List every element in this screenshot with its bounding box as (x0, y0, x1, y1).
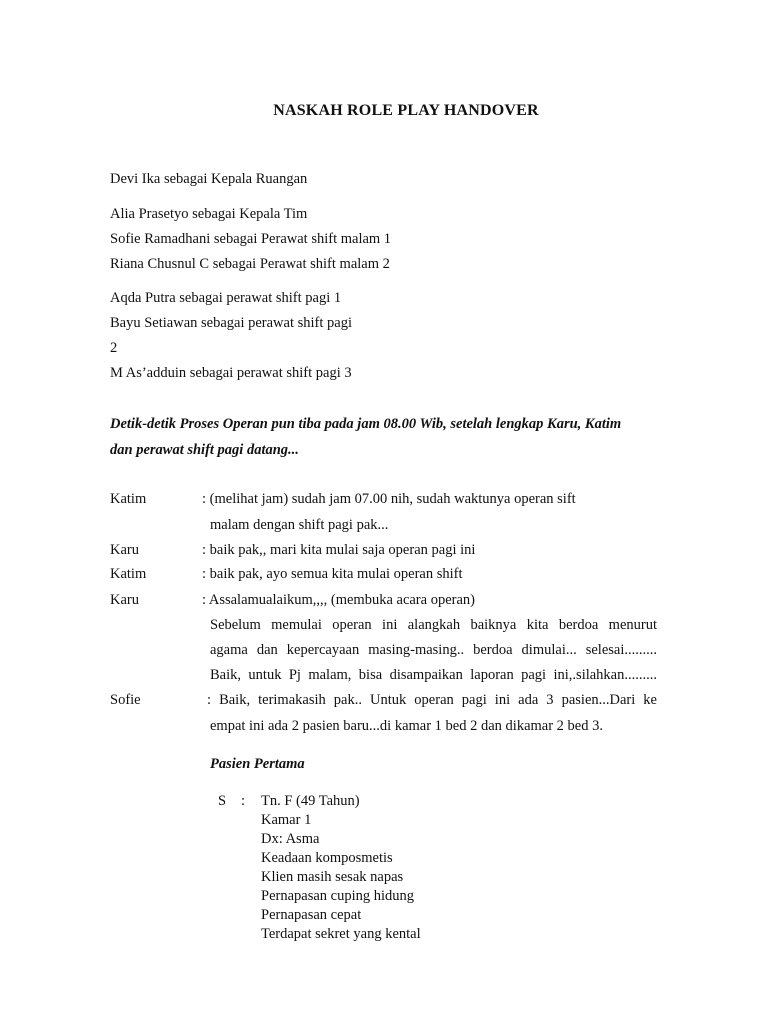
cast-line: Alia Prasetyo sebagai Kepala Tim (110, 206, 308, 222)
speaker-label: Katim (110, 566, 147, 582)
soap-colon: : (241, 793, 246, 809)
scene-intro-line: dan perawat shift pagi datang... (110, 442, 299, 458)
patient-heading: Pasien Pertama (210, 756, 305, 772)
speaker-label: Katim (110, 491, 147, 507)
dialogue-line: : baik pak,, mari kita mulai saja operan pagi ini (202, 542, 476, 558)
patient-detail: Keadaan komposmetis (261, 850, 393, 866)
cast-line: 2 (110, 340, 118, 356)
patient-detail: Terdapat sekret yang kental (261, 926, 421, 942)
dialogue-line: Baik, untuk Pj malam, bisa disampaikan laporan pagi ini,.silahkan......... (210, 667, 657, 683)
dialogue-line: agama dan kepercayaan masing-masing.. berdoa dimulai... selesai......... (210, 642, 657, 658)
patient-detail: Klien masih sesak napas (261, 869, 404, 885)
patient-detail: Tn. F (49 Tahun) (261, 793, 360, 809)
dialogue-line: : Baik, terimakasih pak.. Untuk operan pagi ini ada 3 pasien...Dari ke (207, 692, 657, 708)
soap-label: S (218, 793, 227, 809)
cast-line: Aqda Putra sebagai perawat shift pagi 1 (110, 290, 342, 306)
patient-detail: Kamar 1 (261, 812, 312, 828)
cast-line: Sofie Ramadhani sebagai Perawat shift malam 1 (110, 231, 392, 247)
patient-detail: Pernapasan cepat (261, 907, 362, 923)
patient-detail: Dx: Asma (261, 831, 320, 847)
document-title: NASKAH ROLE PLAY HANDOVER (273, 102, 539, 119)
dialogue-line: : baik pak, ayo semua kita mulai operan shift (202, 566, 463, 582)
speaker-label: Karu (110, 592, 139, 608)
cast-line: Devi Ika sebagai Kepala Ruangan (110, 171, 308, 187)
patient-detail: Pernapasan cuping hidung (261, 888, 415, 904)
dialogue-line: : (melihat jam) sudah jam 07.00 nih, sudah waktunya operan sift (202, 491, 576, 507)
dialogue-line: Sebelum memulai operan ini alangkah baiknya kita berdoa menurut (210, 617, 657, 633)
cast-line: Bayu Setiawan sebagai perawat shift pagi (110, 315, 352, 331)
speaker-label: Sofie (110, 692, 141, 708)
dialogue-line: empat ini ada 2 pasien baru...di kamar 1 bed 2 dan dikamar 2 bed 3. (210, 718, 603, 734)
dialogue-line: : Assalamualaikum,,,, (membuka acara operan) (202, 592, 475, 608)
dialogue-line: malam dengan shift pagi pak... (210, 517, 389, 533)
speaker-label: Karu (110, 542, 139, 558)
scene-intro-line: Detik-detik Proses Operan pun tiba pada jam 08.00 Wib, setelah lengkap Karu, Katim (110, 416, 622, 432)
cast-line: M As’adduin sebagai perawat shift pagi 3 (110, 365, 352, 381)
cast-line: Riana Chusnul C sebagai Perawat shift malam 2 (110, 256, 390, 272)
